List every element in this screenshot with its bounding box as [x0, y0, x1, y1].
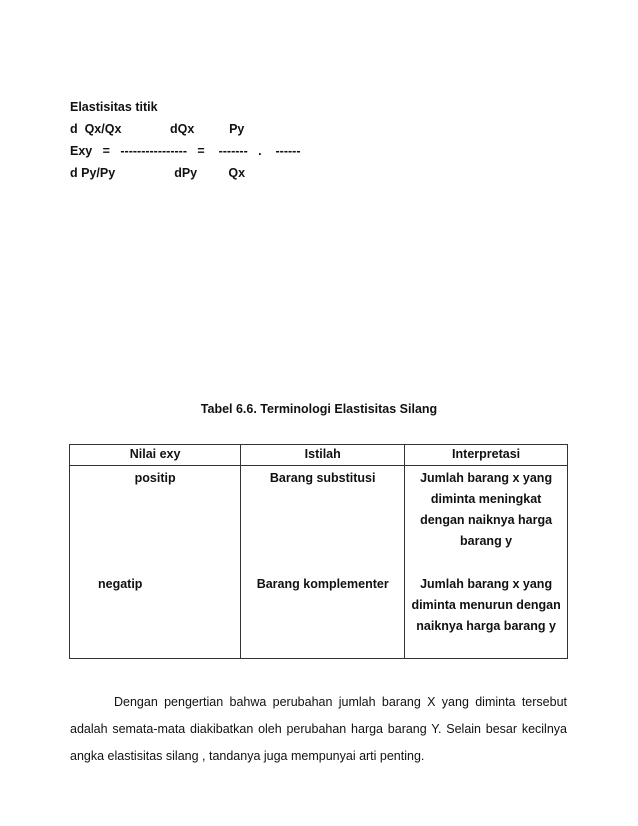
formula-block [70, 96, 301, 184]
cell-nilai: positip [70, 466, 241, 573]
formula-line-1: d Qx/Qx dQx Py [70, 122, 245, 136]
header-nilai: Nilai exy [70, 445, 241, 466]
cell-istilah: Barang substitusi [241, 466, 405, 573]
header-istilah: Istilah [241, 445, 405, 466]
header-interpretasi: Interpretasi [405, 445, 568, 466]
formula-title: Elastisitas titik [70, 100, 158, 114]
body-paragraph: Dengan pengertian bahwa perubahan jumlah barang X yang diminta tersebut adalah semata-mata diakibatkan oleh perubahan harga barang Y. Selain besar kecilnya angka elastisitas silang , tandanya juga mempunyai arti penting. [70, 695, 567, 763]
cell-istilah: Barang komplementer [241, 572, 405, 659]
table-caption: Tabel 6.6. Terminologi Elastisitas Silang [200, 402, 438, 416]
cell-interpretasi: Jumlah barang x yang diminta menurun dengan naiknya harga barang y [405, 572, 568, 659]
table-row [70, 572, 568, 659]
cell-nilai: negatip [70, 572, 241, 659]
table-header-row [70, 445, 568, 466]
table-row [70, 466, 568, 573]
formula-line-2: Exy = ---------------- = ------- . ------ [70, 144, 301, 158]
terminology-table [69, 444, 568, 659]
cell-interpretasi: Jumlah barang x yang diminta meningkat dengan naiknya harga barang y [405, 466, 568, 573]
formula-line-3: d Py/Py dPy Qx [70, 166, 246, 180]
